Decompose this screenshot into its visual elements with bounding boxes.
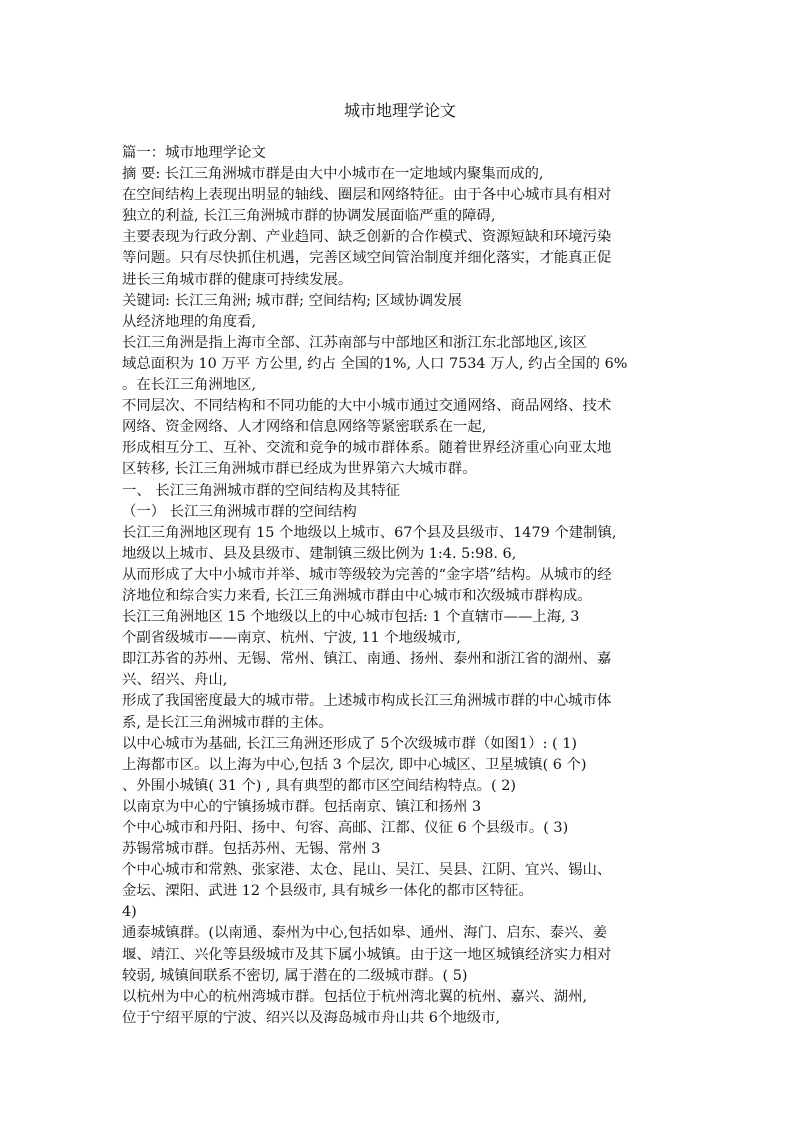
text-line: 形成了我国密度最大的城市带。上述城市构成长江三角洲城市群的中心城市体: [122, 693, 612, 710]
text-line: 摘 要: 长江三角洲城市群是由大中小城市在一定地域内聚集而成的,: [122, 166, 544, 183]
text-line: 篇一：城市地理学论文: [122, 145, 266, 161]
text-line: 即江苏省的苏州、无锡、常州、镇江、南通、扬州、泰州和浙江省的湖州、嘉: [122, 651, 612, 668]
text-line: 长江三角洲地区现有 15 个地级以上城市、67个县及县级市、1479 个建制镇,: [122, 524, 617, 541]
text-line: 堰、靖江、兴化等县级城市及其下属小城镇。由于这一地区城镇经济实力相对: [122, 946, 612, 963]
text-line: 位于宁绍平原的宁波、绍兴以及海岛城市舟山共 6个地级市,: [122, 1009, 501, 1026]
text-line: 主要表现为行政分割、产业趋同、缺乏创新的合作模式、资源短缺和环境污染: [122, 229, 612, 246]
text-line: 济地位和综合实力来看, 长江三角洲城市群由中心城市和次级城市群构成。: [122, 587, 592, 604]
text-line: 以中心城市为基础, 长江三角洲还形成了 5个次级城市群（如图1）: ( 1): [122, 735, 577, 752]
text-line: 等问题。只有尽快抓住机遇，完善区域空间管治制度并细化落实，才能真正促: [122, 250, 612, 267]
text-line: 形成相互分工、互补、交流和竞争的城市群体系。随着世界经济重心向亚太地: [122, 440, 612, 457]
document-body: [122, 143, 682, 1029]
text-line: 独立的利益, 长江三角洲城市群的协调发展面临严重的障碍,: [122, 208, 496, 225]
text-line: 个中心城市和丹阳、扬中、句容、高邮、江都、仪征 6 个县级市。( 3): [122, 820, 569, 836]
text-line: 兴、绍兴、舟山,: [122, 672, 228, 689]
text-line: 网络、资金网络、人才网络和信息网络等紧密联系在一起,: [122, 419, 487, 436]
text-line: 区转移, 长江三角洲城市群已经成为世界第六大城市群。: [122, 461, 477, 478]
text-line: 。在长江三角洲地区,: [122, 377, 257, 394]
text-line: 苏锡常城市群。包括苏州、无锡、常州 3: [122, 841, 381, 858]
page-title: 城市地理学论文: [343, 101, 456, 120]
subsection-heading: （一） 长江三角洲城市群的空间结构: [122, 503, 357, 520]
text-line: 上海都市区。以上海为中心,包括 3 个层次, 即中心城区、卫星城镇( 6 个): [122, 756, 587, 773]
text-line: 个中心城市和常熟、张家港、太仓、昆山、吴江、吴县、江阴、宜兴、锡山、: [122, 862, 612, 879]
text-line: 从而形成了大中小城市并举、城市等级较为完善的“金字塔”结构。从城市的经: [122, 566, 612, 583]
text-line: 关键词: 长江三角洲; 城市群; 空间结构; 区域协调发展: [122, 292, 462, 309]
text-line: 进长三角城市群的健康可持续发展。: [122, 271, 353, 288]
text-line: 以杭州为中心的杭州湾城市群。包括位于杭州湾北翼的杭州、嘉兴、湖州,: [122, 988, 588, 1005]
text-line: 在空间结构上表现出明显的轴线、圈层和网络特征。由于各中心城市具有相对: [122, 187, 612, 204]
text-line: 域总面积为 10 万平 方公里, 约占 全国的1%, 人口 7534 万人, 约占全国的 6%: [122, 355, 628, 372]
text-line: 长江三角洲是指上海市全部、江苏南部与中部地区和浙江东北部地区,该区: [122, 334, 588, 351]
text-line: 地级以上城市、县及县级市、建制镇三级比例为 1:4. 5:98. 6,: [122, 545, 517, 562]
section-heading: 一、 长江三角洲城市群的空间结构及其特征: [122, 482, 400, 499]
text-line: 不同层次、不同结构和不同功能的大中小城市通过交通网络、商品网络、技术: [122, 398, 612, 415]
text-line: 以南京为中心的宁镇扬城市群。包括南京、镇江和扬州 3: [122, 798, 482, 815]
text-line: 金坛、溧阳、武进 12 个县级市, 具有城乡一体化的都市区特征。: [122, 883, 533, 900]
text-line: 较弱, 城镇间联系不密切, 属于潜在的二级城市群。( 5): [122, 967, 468, 984]
text-line: 个副省级城市——南京、杭州、宁波, 11 个地级城市,: [122, 630, 461, 647]
text-line: 通泰城镇群。(以南通、泰州为中心,包括如皋、通州、海门、启东、泰兴、姜: [122, 925, 608, 942]
text-line: 从经济地理的角度看,: [122, 313, 257, 330]
text-line: 系, 是长江三角洲城市群的主体。: [122, 714, 333, 731]
text-line: 长江三角洲地区 15 个地级以上的中心城市包括: 1 个直辖市——上海, 3: [122, 609, 580, 626]
text-line: 、外围小城镇( 31 个) , 具有典型的都市区空间结构特点。( 2): [122, 777, 516, 794]
text-line: 4): [122, 904, 137, 921]
